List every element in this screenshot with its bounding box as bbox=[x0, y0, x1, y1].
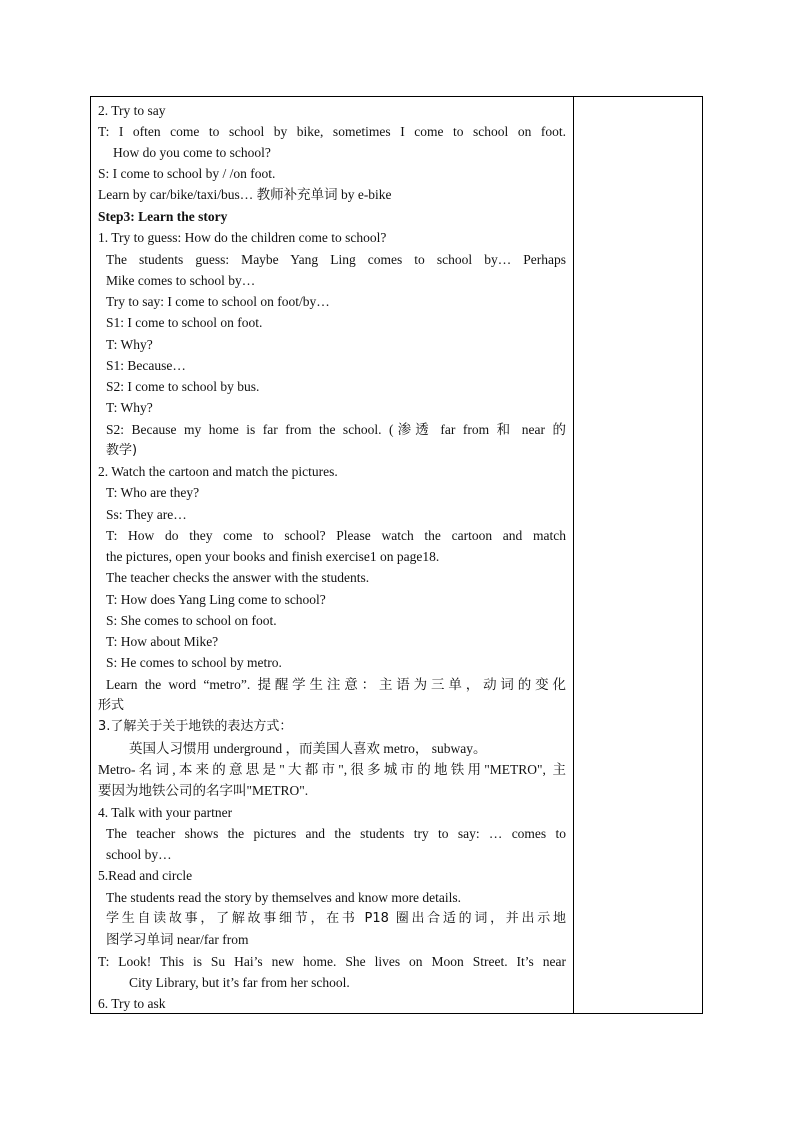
text-line: How do you come to school? bbox=[113, 145, 271, 160]
text-line: The teacher checks the answer with the students. bbox=[106, 570, 370, 585]
text-line: 学生自读故事，了解故事细节，在书 P18 圈出合适的词，并出示地 bbox=[106, 911, 566, 926]
text-line: T: I often come to school by bike, sometimes I come to school on foot. bbox=[98, 124, 566, 139]
text-line: Learn by car/bike/taxi/bus… 教师补充单词 by e-bike bbox=[98, 187, 392, 202]
text-line: S: I come to school by / /on foot. bbox=[98, 166, 276, 181]
text-line: 6. Try to ask bbox=[98, 996, 166, 1011]
text-line: City Library, but it’s far from her school. bbox=[129, 975, 350, 990]
text-line: T: Why? bbox=[106, 337, 153, 352]
text-line: The students guess: Maybe Yang Ling comes to school by… Perhaps bbox=[106, 252, 566, 267]
text-line: Ss: They are… bbox=[106, 507, 187, 522]
text-line: 3.了解关于关于地铁的表达方式： bbox=[98, 719, 293, 734]
column-divider bbox=[573, 97, 574, 1013]
text-line: The students read the story by themselves and know more details. bbox=[106, 890, 462, 905]
text-line: the pictures, open your books and finish exercise1 on page18. bbox=[106, 549, 440, 564]
text-line: The teacher shows the pictures and the students try to say: … comes to bbox=[106, 826, 566, 841]
text-line: T: How do they come to school? Please watch the cartoon and match bbox=[106, 528, 566, 543]
text-line: S2: I come to school by bus. bbox=[106, 379, 260, 394]
teaching-process-cell bbox=[91, 97, 573, 1013]
text-line: 英国人习惯用 underground ，而美国人喜欢 metro， subway。 bbox=[129, 741, 487, 756]
text-line: 5.Read and circle bbox=[98, 868, 193, 883]
text-line: 形式 bbox=[98, 698, 125, 713]
text-line: Mike comes to school by… bbox=[106, 273, 256, 288]
text-line: S1: I come to school on foot. bbox=[106, 315, 263, 330]
text-line: T: How does Yang Ling come to school? bbox=[106, 592, 326, 607]
step-heading: Step3: Learn the story bbox=[98, 209, 228, 224]
text-line: S1: Because… bbox=[106, 358, 186, 373]
text-line: 2. Try to say bbox=[98, 103, 166, 118]
text-line: 4. Talk with your partner bbox=[98, 805, 233, 820]
lesson-plan-table bbox=[90, 96, 703, 1014]
text-line: T: Who are they? bbox=[106, 485, 200, 500]
text-line: T: How about Mike? bbox=[106, 634, 219, 649]
text-line: S2: Because my home is far from the school. (渗透 far from 和 near 的 bbox=[106, 422, 566, 437]
text-line: Try to say: I come to school on foot/by… bbox=[106, 294, 330, 309]
text-line: school by… bbox=[106, 847, 172, 862]
text-line: 要因为地铁公司的名字叫"METRO". bbox=[98, 783, 309, 798]
text-line: 2. Watch the cartoon and match the pictures. bbox=[98, 464, 338, 479]
text-line: 1. Try to guess: How do the children come to school? bbox=[98, 230, 387, 245]
text-line: S: He comes to school by metro. bbox=[106, 655, 282, 670]
text-line: Metro-名词,本来的意思是"大都市",很多城市的地铁用"METRO", 主 bbox=[98, 762, 566, 777]
text-line: T: Why? bbox=[106, 400, 153, 415]
text-line: 教学) bbox=[106, 443, 138, 458]
text-line: Learn the word “metro”. 提醒学生注意：主语为三单，动词的变化 bbox=[106, 677, 566, 692]
text-line: 图学习单词 near/far from bbox=[106, 932, 249, 947]
text-line: S: She comes to school on foot. bbox=[106, 613, 277, 628]
text-line: T: Look! This is Su Hai’s new home. She lives on Moon Street. It’s near bbox=[98, 954, 566, 969]
